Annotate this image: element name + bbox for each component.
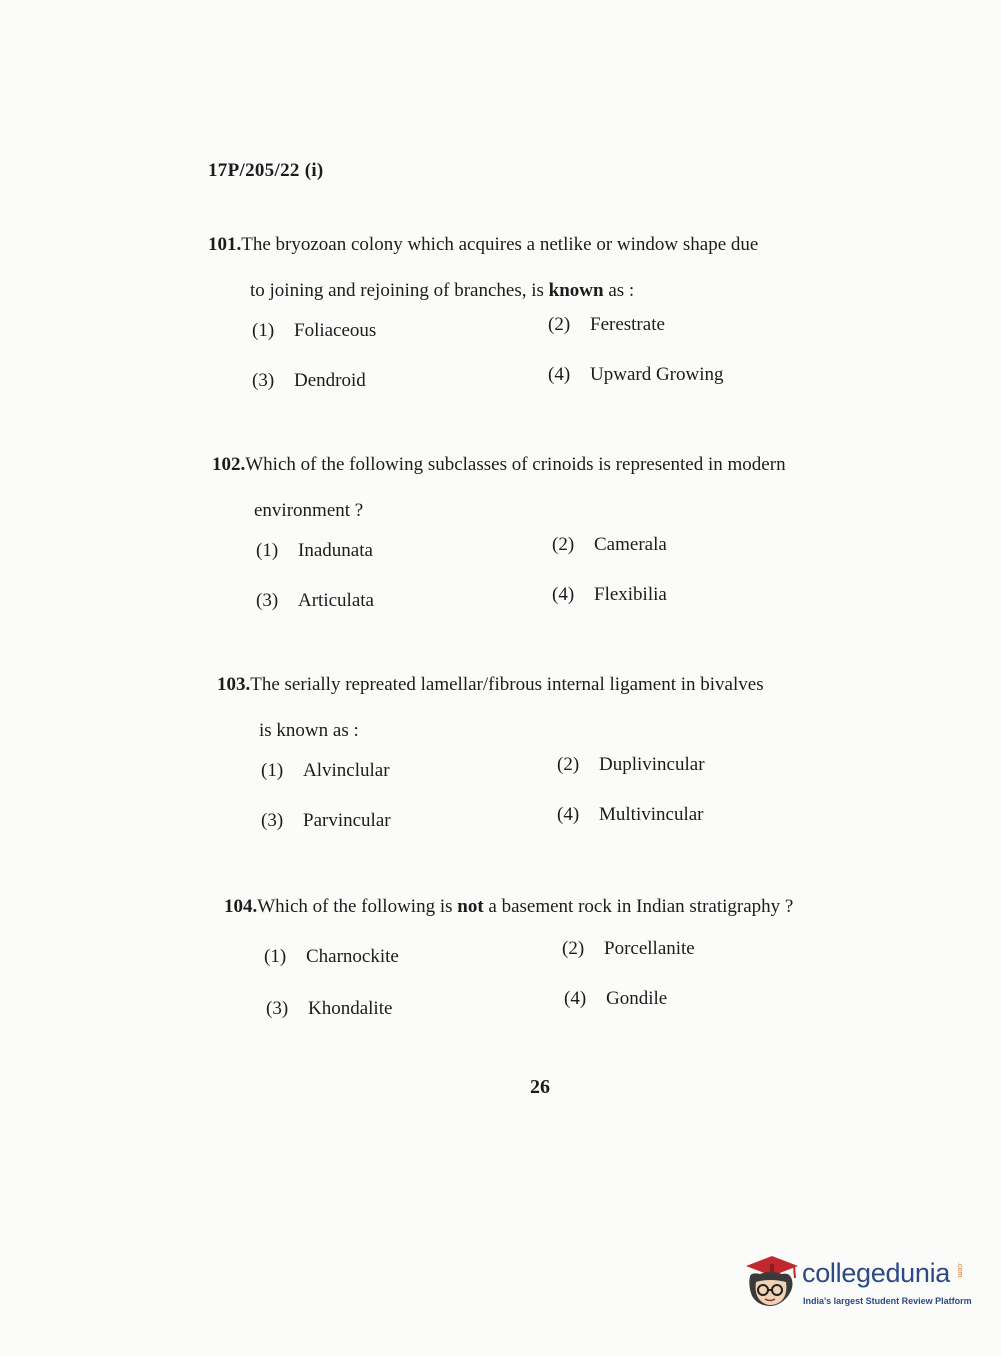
option-number: (3) (266, 998, 289, 1019)
option-text: Articulata (298, 590, 374, 611)
question-104 (224, 884, 864, 1030)
option-number: (3) (256, 590, 279, 611)
option-4[interactable] (557, 804, 703, 826)
option-number: (1) (264, 946, 287, 967)
option-text: Khondalite (308, 998, 393, 1019)
option-number: (3) (261, 810, 284, 831)
question-number: 104. (224, 896, 258, 917)
option-4[interactable] (548, 364, 724, 386)
option-number: (2) (557, 754, 580, 775)
option-text: Multivincular (599, 804, 704, 825)
options-list (212, 534, 852, 634)
question-text: Which of the following is (257, 896, 458, 917)
mascot-icon (742, 1252, 800, 1312)
paper-code: 17P/205/22 (i) (208, 160, 324, 181)
question-text: as : (603, 280, 635, 301)
option-4[interactable] (552, 584, 667, 606)
question-text: to joining and rejoining of branches, is (250, 280, 549, 301)
question-number: 103. (217, 674, 251, 695)
question-text-bold: known (548, 280, 604, 301)
logo-tagline: India's largest Student Review Platform (803, 1296, 972, 1306)
option-number: (1) (261, 760, 284, 781)
options-list (217, 754, 857, 854)
option-2[interactable] (557, 754, 705, 776)
option-2[interactable] (552, 534, 667, 556)
logo-wordmark: collegedunia (802, 1258, 951, 1288)
option-text: Charnockite (306, 946, 399, 967)
option-1[interactable] (261, 760, 390, 782)
option-number: (2) (548, 314, 571, 335)
option-text: Ferestrate (590, 314, 665, 335)
option-number: (1) (252, 320, 275, 341)
question-102 (212, 442, 852, 634)
question-text: Which of the following subclasses of crinoids is represented in modern (245, 454, 786, 475)
option-number: (4) (564, 988, 587, 1009)
question-text-bold: not (457, 896, 484, 917)
option-number: (4) (557, 804, 580, 825)
option-text: Duplivincular (599, 754, 705, 775)
question-text: environment ? (254, 500, 364, 521)
question-text: The bryozoan colony which acquires a netlike or window shape due (241, 234, 759, 255)
option-2[interactable] (562, 938, 695, 960)
option-1[interactable] (252, 320, 376, 342)
question-number: 101. (208, 234, 242, 255)
option-text: Porcellanite (604, 938, 695, 959)
option-text: Gondile (606, 988, 668, 1009)
option-text: Flexibilia (594, 584, 667, 605)
option-1[interactable] (256, 540, 373, 562)
option-number: (2) (552, 534, 575, 555)
option-text: Dendroid (294, 370, 366, 391)
option-3[interactable] (261, 810, 391, 832)
collegedunia-logo (742, 1252, 972, 1312)
option-2[interactable] (548, 314, 665, 336)
option-3[interactable] (266, 998, 392, 1020)
option-number: (1) (256, 540, 279, 561)
question-text: is known as : (259, 720, 359, 741)
option-text: Alvinclular (303, 760, 390, 781)
option-number: (4) (548, 364, 571, 385)
question-text: a basement rock in Indian stratigraphy ? (483, 896, 794, 917)
option-number: (4) (552, 584, 575, 605)
option-3[interactable] (256, 590, 374, 612)
question-text: The serially repreated lamellar/fibrous internal ligament in bivalves (250, 674, 764, 695)
option-1[interactable] (264, 946, 399, 968)
option-text: Upward Growing (590, 364, 724, 385)
option-text: Inadunata (298, 540, 373, 561)
option-4[interactable] (564, 988, 667, 1010)
option-number: (2) (562, 938, 585, 959)
option-text: Parvincular (303, 810, 391, 831)
option-number: (3) (252, 370, 275, 391)
page-number: 26 (530, 1076, 550, 1098)
question-101 (208, 222, 848, 414)
question-103 (217, 662, 857, 854)
option-text: Camerala (594, 534, 667, 555)
logo-suffix: .com (956, 1262, 963, 1278)
option-3[interactable] (252, 370, 366, 392)
options-list (208, 314, 848, 414)
options-list (224, 930, 864, 1030)
option-text: Foliaceous (294, 320, 377, 341)
question-number: 102. (212, 454, 246, 475)
